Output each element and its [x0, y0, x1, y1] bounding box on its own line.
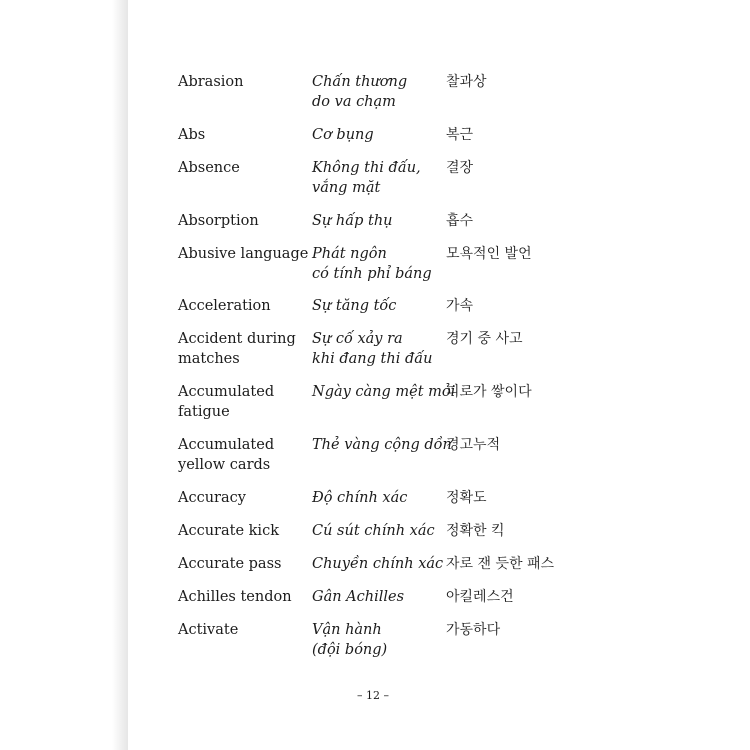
english-term-line: Activate [178, 621, 239, 638]
korean-term: 가동하다 [446, 621, 501, 638]
glossary-entry [178, 296, 598, 316]
english-term-line: yellow cards [178, 457, 271, 474]
vietnamese-term [312, 158, 446, 198]
glossary-entry [178, 72, 598, 112]
english-term-line: Accuracy [178, 490, 246, 507]
glossary-entry [178, 244, 598, 284]
korean-term: 정확도 [446, 490, 487, 507]
english-term-line: Abs [178, 126, 206, 143]
korean-term: 흡수 [446, 212, 474, 229]
vietnamese-term [312, 125, 446, 145]
english-term [178, 158, 312, 178]
vietnamese-term-line: (đội bóng) [312, 641, 388, 658]
glossary-entry [178, 587, 598, 607]
vietnamese-term [312, 554, 446, 574]
vietnamese-term-line: do va chạm [312, 94, 396, 110]
vietnamese-term [312, 587, 446, 607]
english-term [178, 296, 312, 316]
vietnamese-term [312, 296, 446, 316]
korean-term: 찰과상 [446, 74, 487, 90]
english-term [178, 72, 312, 92]
english-term [178, 211, 312, 231]
english-term [178, 521, 312, 541]
vietnamese-term-line: Vận hành [312, 621, 382, 638]
page-number: – 12 – [357, 689, 389, 702]
glossary-entry [178, 125, 598, 145]
vietnamese-term-line: có tính phỉ báng [312, 265, 432, 282]
vietnamese-term-line: Sự tăng tốc [312, 298, 397, 315]
vietnamese-term [312, 244, 446, 284]
page-edge-shadow [112, 0, 128, 750]
english-term-line: Accumulated [178, 384, 275, 401]
english-term-line: Accurate kick [178, 522, 279, 539]
glossary-entry [178, 554, 598, 574]
korean-term: 자로 잰 듯한 패스 [446, 555, 555, 572]
english-term-line: Accumulated [178, 437, 275, 454]
vietnamese-term [312, 382, 456, 402]
english-term [178, 125, 312, 145]
vietnamese-term-line: Cú sút chính xác [312, 522, 435, 539]
glossary-entry [178, 329, 598, 369]
english-term [178, 554, 312, 574]
vietnamese-term-line: Sự cố xảy ra [312, 331, 403, 348]
vietnamese-term [312, 521, 446, 541]
vietnamese-term-line: Chấn thương [312, 74, 408, 90]
vietnamese-term [312, 488, 446, 508]
korean-term: 피로가 쌓이다 [446, 384, 532, 401]
vietnamese-term [312, 620, 446, 660]
english-term-line: Accurate pass [178, 555, 282, 572]
korean-term: 아킬레스건 [446, 588, 514, 605]
glossary-entry [178, 158, 598, 198]
korean-term: 가속 [446, 298, 474, 315]
korean-term: 모욕적인 발언 [446, 245, 532, 262]
korean-term: 경기 중 사고 [446, 331, 523, 348]
vietnamese-term [312, 435, 452, 455]
glossary-entry [178, 620, 598, 660]
vietnamese-term-line: Phát ngôn [312, 245, 387, 262]
vietnamese-term-line: Ngày càng mệt mỏi [312, 384, 456, 401]
vietnamese-term-line: vắng mặt [312, 179, 381, 196]
glossary-entry [178, 488, 598, 508]
glossary-entry [178, 435, 598, 475]
english-term [178, 244, 312, 264]
korean-term: 복근 [446, 126, 474, 143]
korean-term: 경고누적 [446, 437, 501, 454]
glossary-entry [178, 382, 598, 422]
english-term-line: fatigue [178, 404, 230, 421]
english-term [178, 382, 312, 422]
english-term-line: Absorption [178, 212, 259, 229]
english-term-line: Abusive language [178, 245, 309, 262]
english-term [178, 329, 312, 369]
vietnamese-term-line: Cơ bụng [312, 126, 374, 143]
english-term [178, 488, 312, 508]
vietnamese-term-line: khi đang thi đấu [312, 351, 433, 368]
glossary-entry [178, 521, 598, 541]
glossary-list [178, 72, 598, 672]
vietnamese-term-line: Sự hấp thụ [312, 212, 393, 229]
vietnamese-term [312, 72, 446, 112]
english-term-line: Acceleration [178, 298, 271, 315]
korean-term: 결장 [446, 159, 474, 176]
vietnamese-term-line: Không thi đấu, [312, 159, 421, 176]
vietnamese-term [312, 329, 446, 369]
english-term [178, 435, 312, 475]
english-term-line: Absence [178, 159, 240, 176]
vietnamese-term-line: Chuyền chính xác [312, 555, 444, 572]
english-term-line: Accident during [178, 331, 296, 348]
vietnamese-term-line: Gân Achilles [312, 588, 405, 605]
vietnamese-term-line: Độ chính xác [312, 490, 408, 507]
english-term [178, 620, 312, 640]
vietnamese-term-line: Thẻ vàng cộng dồn [312, 437, 452, 454]
english-term-line: Achilles tendon [178, 588, 292, 605]
glossary-entry [178, 211, 598, 231]
vietnamese-term [312, 211, 446, 231]
korean-term: 정확한 킥 [446, 522, 505, 539]
english-term-line: Abrasion [178, 74, 244, 90]
english-term-line: matches [178, 351, 240, 368]
english-term [178, 587, 312, 607]
